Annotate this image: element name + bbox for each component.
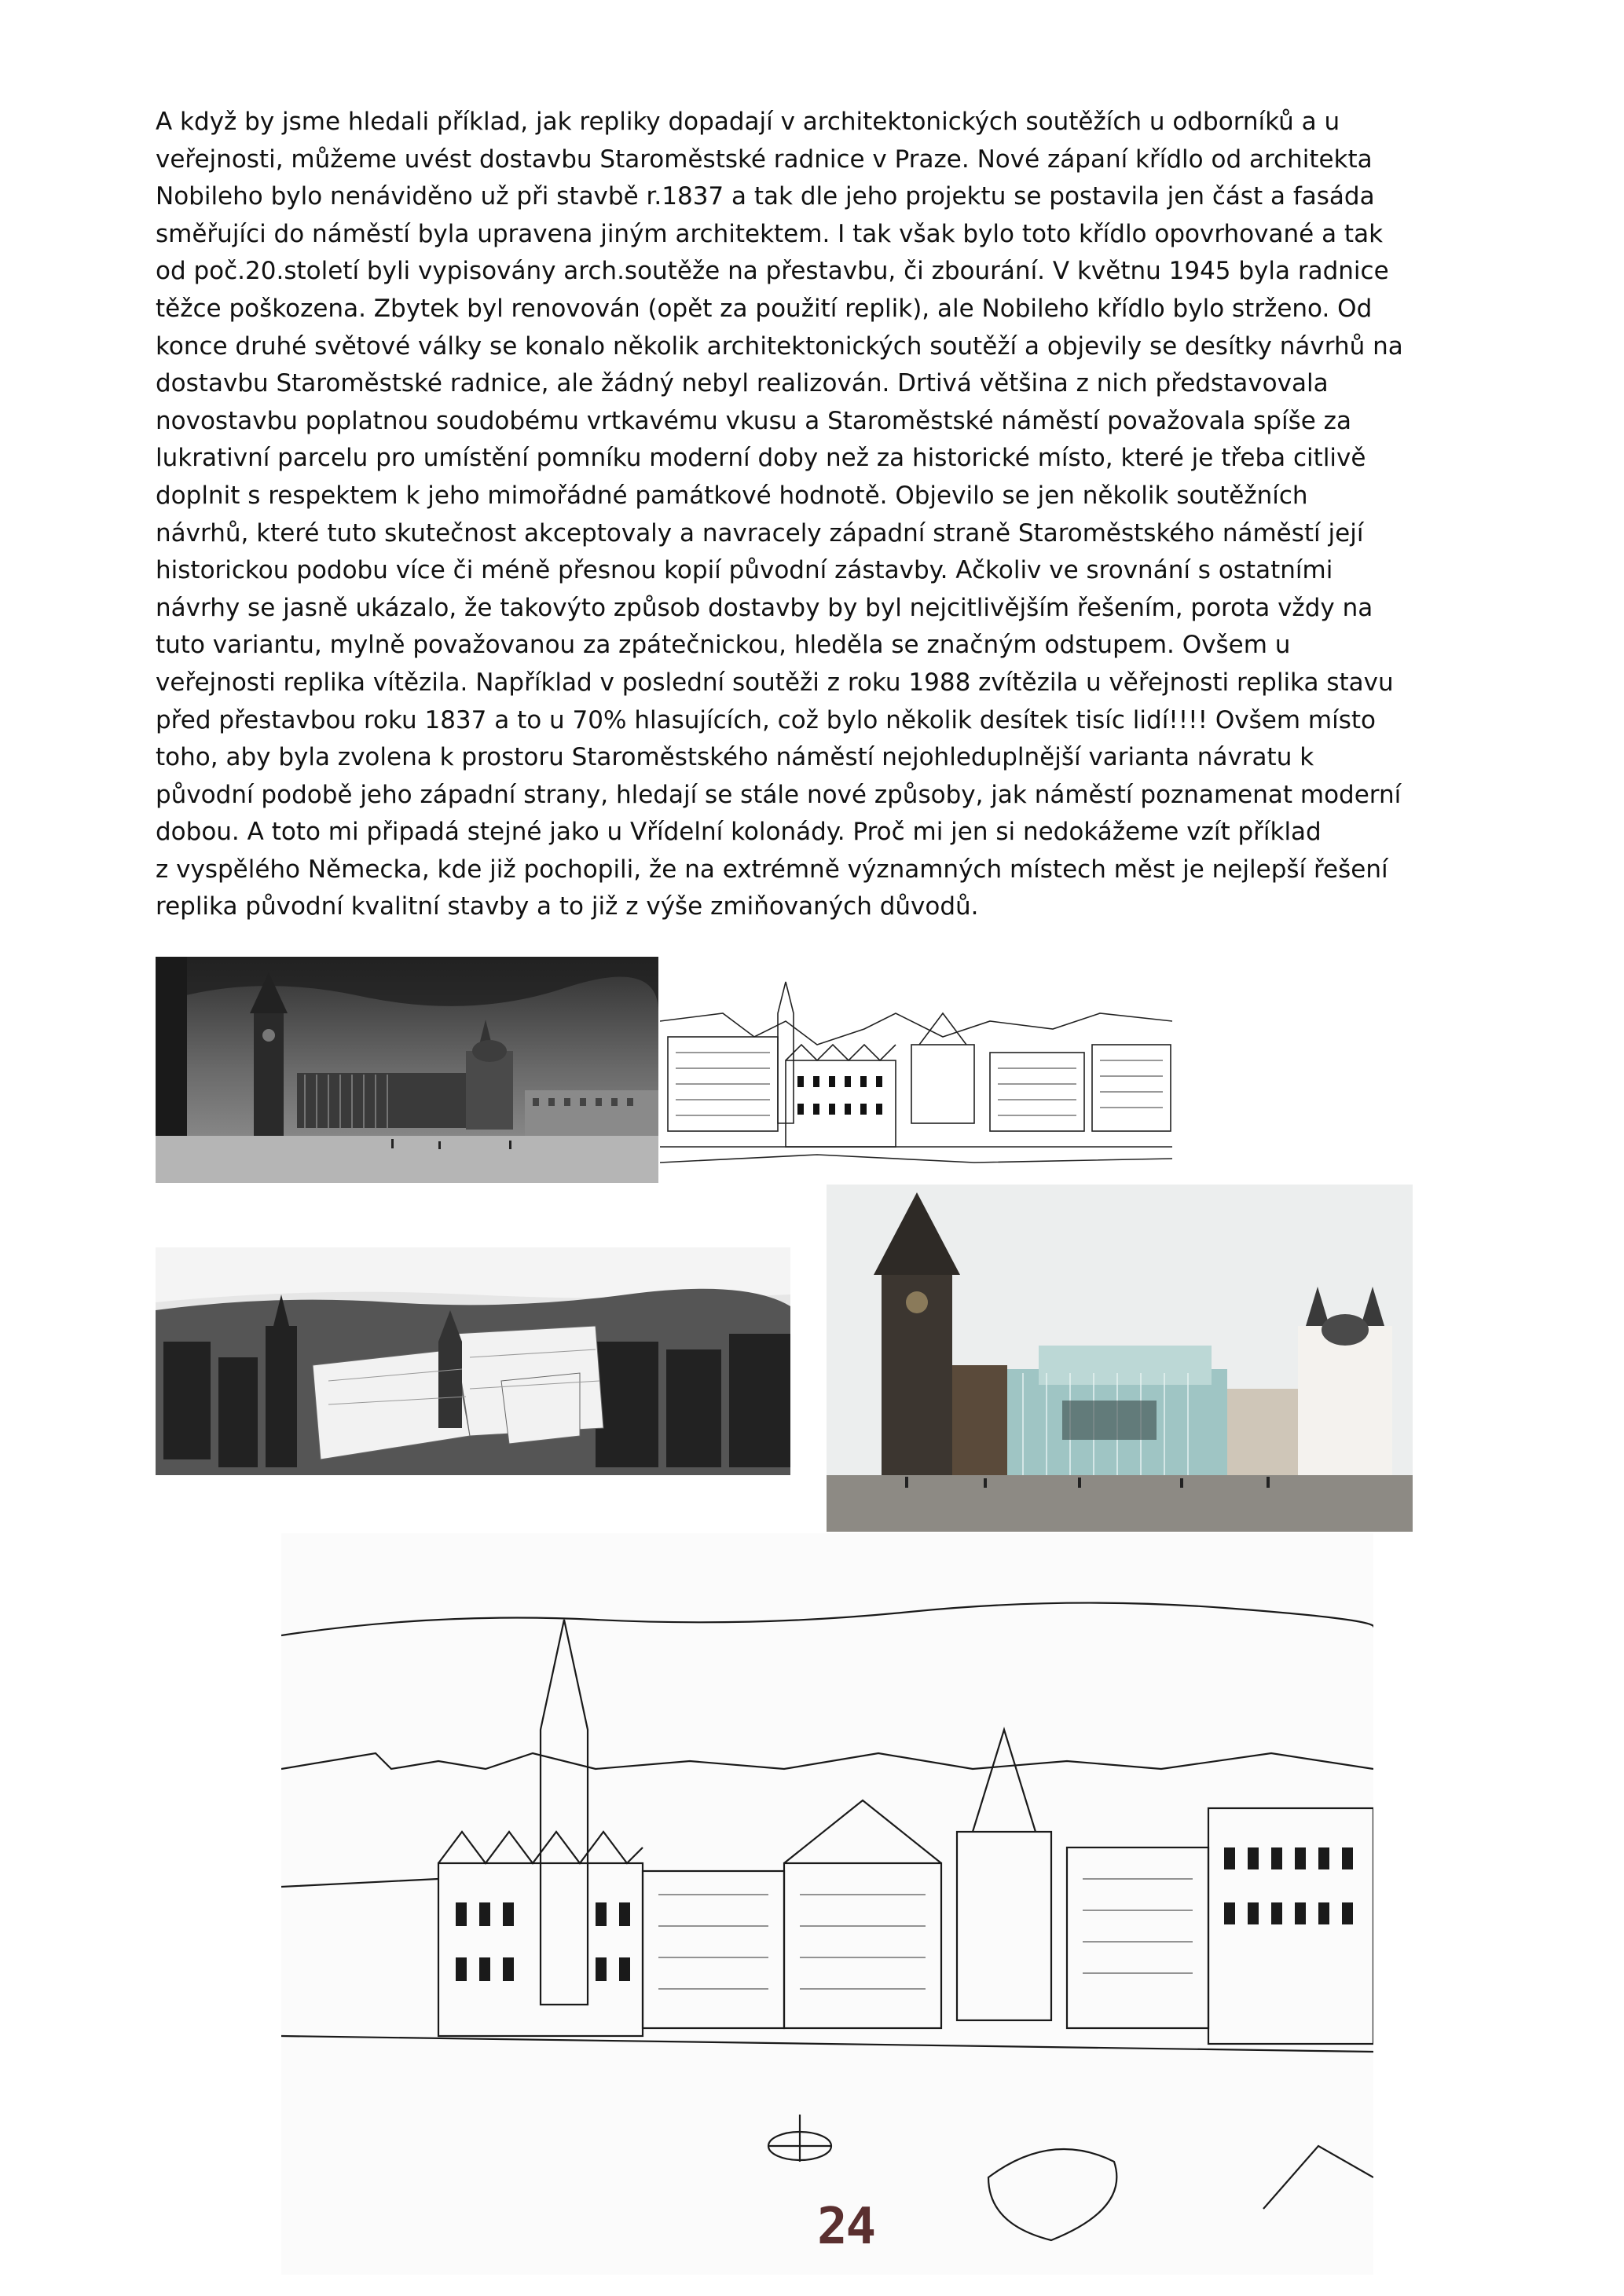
article-line: lukrativní parcelu pro umístění pomníku moderní doby než za historické místo, které je třeba citlivě	[156, 444, 1366, 473]
article-line: Nobileho bylo nenáviděno už při stavbě r.1837 a tak dle jeho projektu se postavila jen část a fasáda	[156, 182, 1375, 211]
article-body	[156, 104, 1452, 926]
drawing-gothic-proposal	[660, 966, 1172, 1183]
article-line: z vyspělého Německa, kde již pochopili, že na extrémně významných místech měst je nejlepší řešení	[156, 855, 1388, 884]
photo-panorama-modern-blocks	[156, 1247, 790, 1475]
article-line: konce druhé světové války se konalo několik architektonických soutěží a objevily se desítky návrhů na	[156, 331, 1403, 361]
article-line: před přestavbou roku 1837 a to u 70% hlasujících, což bylo několik desítek tisíc lidí!!!! Ovšem místo	[156, 705, 1376, 734]
page-number: 24	[817, 2198, 875, 2256]
article-line: od poč.20.století byli vypisovány arch.soutěže na přestavbu, či zbourání. V květnu 1945 byla radnice	[156, 257, 1389, 286]
article-line: veřejnosti replika vítězila. Například v poslední soutěži z roku 1988 zvítězila u věřejnosti replika stavu	[156, 668, 1394, 697]
article-line: návrhů, které tuto skutečnost akceptovaly a navracely západní straně Staroměstského náměstí její	[156, 518, 1364, 547]
article-line: tuto variantu, mylně považovanou za zpátečnickou, hleděla se značným odstupem. Ovšem u	[156, 631, 1291, 660]
article-line: novostavbu poplatnou soudobému vrtkavému vkusu a Staroměstské náměstí považovala spíše za	[156, 406, 1351, 435]
render-glass-building	[827, 1185, 1413, 1532]
article-line: A když by jsme hledali příklad, jak repliky dopadají v architektonických soutěžích u odborníků a u	[156, 108, 1340, 136]
article-line: doplnit s respektem k jeho mimořádné památkové hodnotě. Objevilo se jen několik soutěžních	[156, 481, 1308, 510]
article-line: historickou podobu více či méně přesnou kopií původní zástavby. Ačkoliv ve srovnání s ostatními	[156, 556, 1333, 585]
photo-modern-block-bw	[156, 957, 658, 1183]
drawing-old-town-square	[281, 1533, 1373, 2275]
article-line: dostavbu Staroměstské radnice, ale žádný nebyl realizován. Drtivá většina z nich představovala	[156, 369, 1329, 398]
article-line: veřejnosti, můžeme uvést dostavbu Staroměstské radnice v Praze. Nové zápaní křídlo od architekta	[156, 145, 1373, 174]
article-line: návrhy se jasně ukázalo, že takovýto způsob dostavby by byl nejcitlivějším řešením, porota vždy na	[156, 593, 1373, 622]
article-line: dobou. A toto mi připadá stejné jako u Vřídelní kolonády. Proč mi jen si nedokážeme vzít příklad	[156, 818, 1322, 847]
article-line: toho, aby byla zvolena k prostoru Staroměstského náměstí nejohleduplnější varianta návratu k	[156, 743, 1314, 772]
article-line: původní podobě jeho západní strany, hledají se stále nové způsoby, jak náměstí poznamenat moderní	[156, 780, 1402, 809]
article-line: těžce poškozena. Zbytek byl renovován (opět za použití replik), ale Nobileho křídlo bylo strženo. Od	[156, 294, 1373, 323]
article-line: směřujíci do náměstí byla upravena jiným architektem. I tak však bylo toto křídlo opovrhované a tak	[156, 219, 1384, 248]
article-line: replika původní kvalitní stavby a to již z výše zmiňovaných důvodů.	[156, 892, 979, 921]
